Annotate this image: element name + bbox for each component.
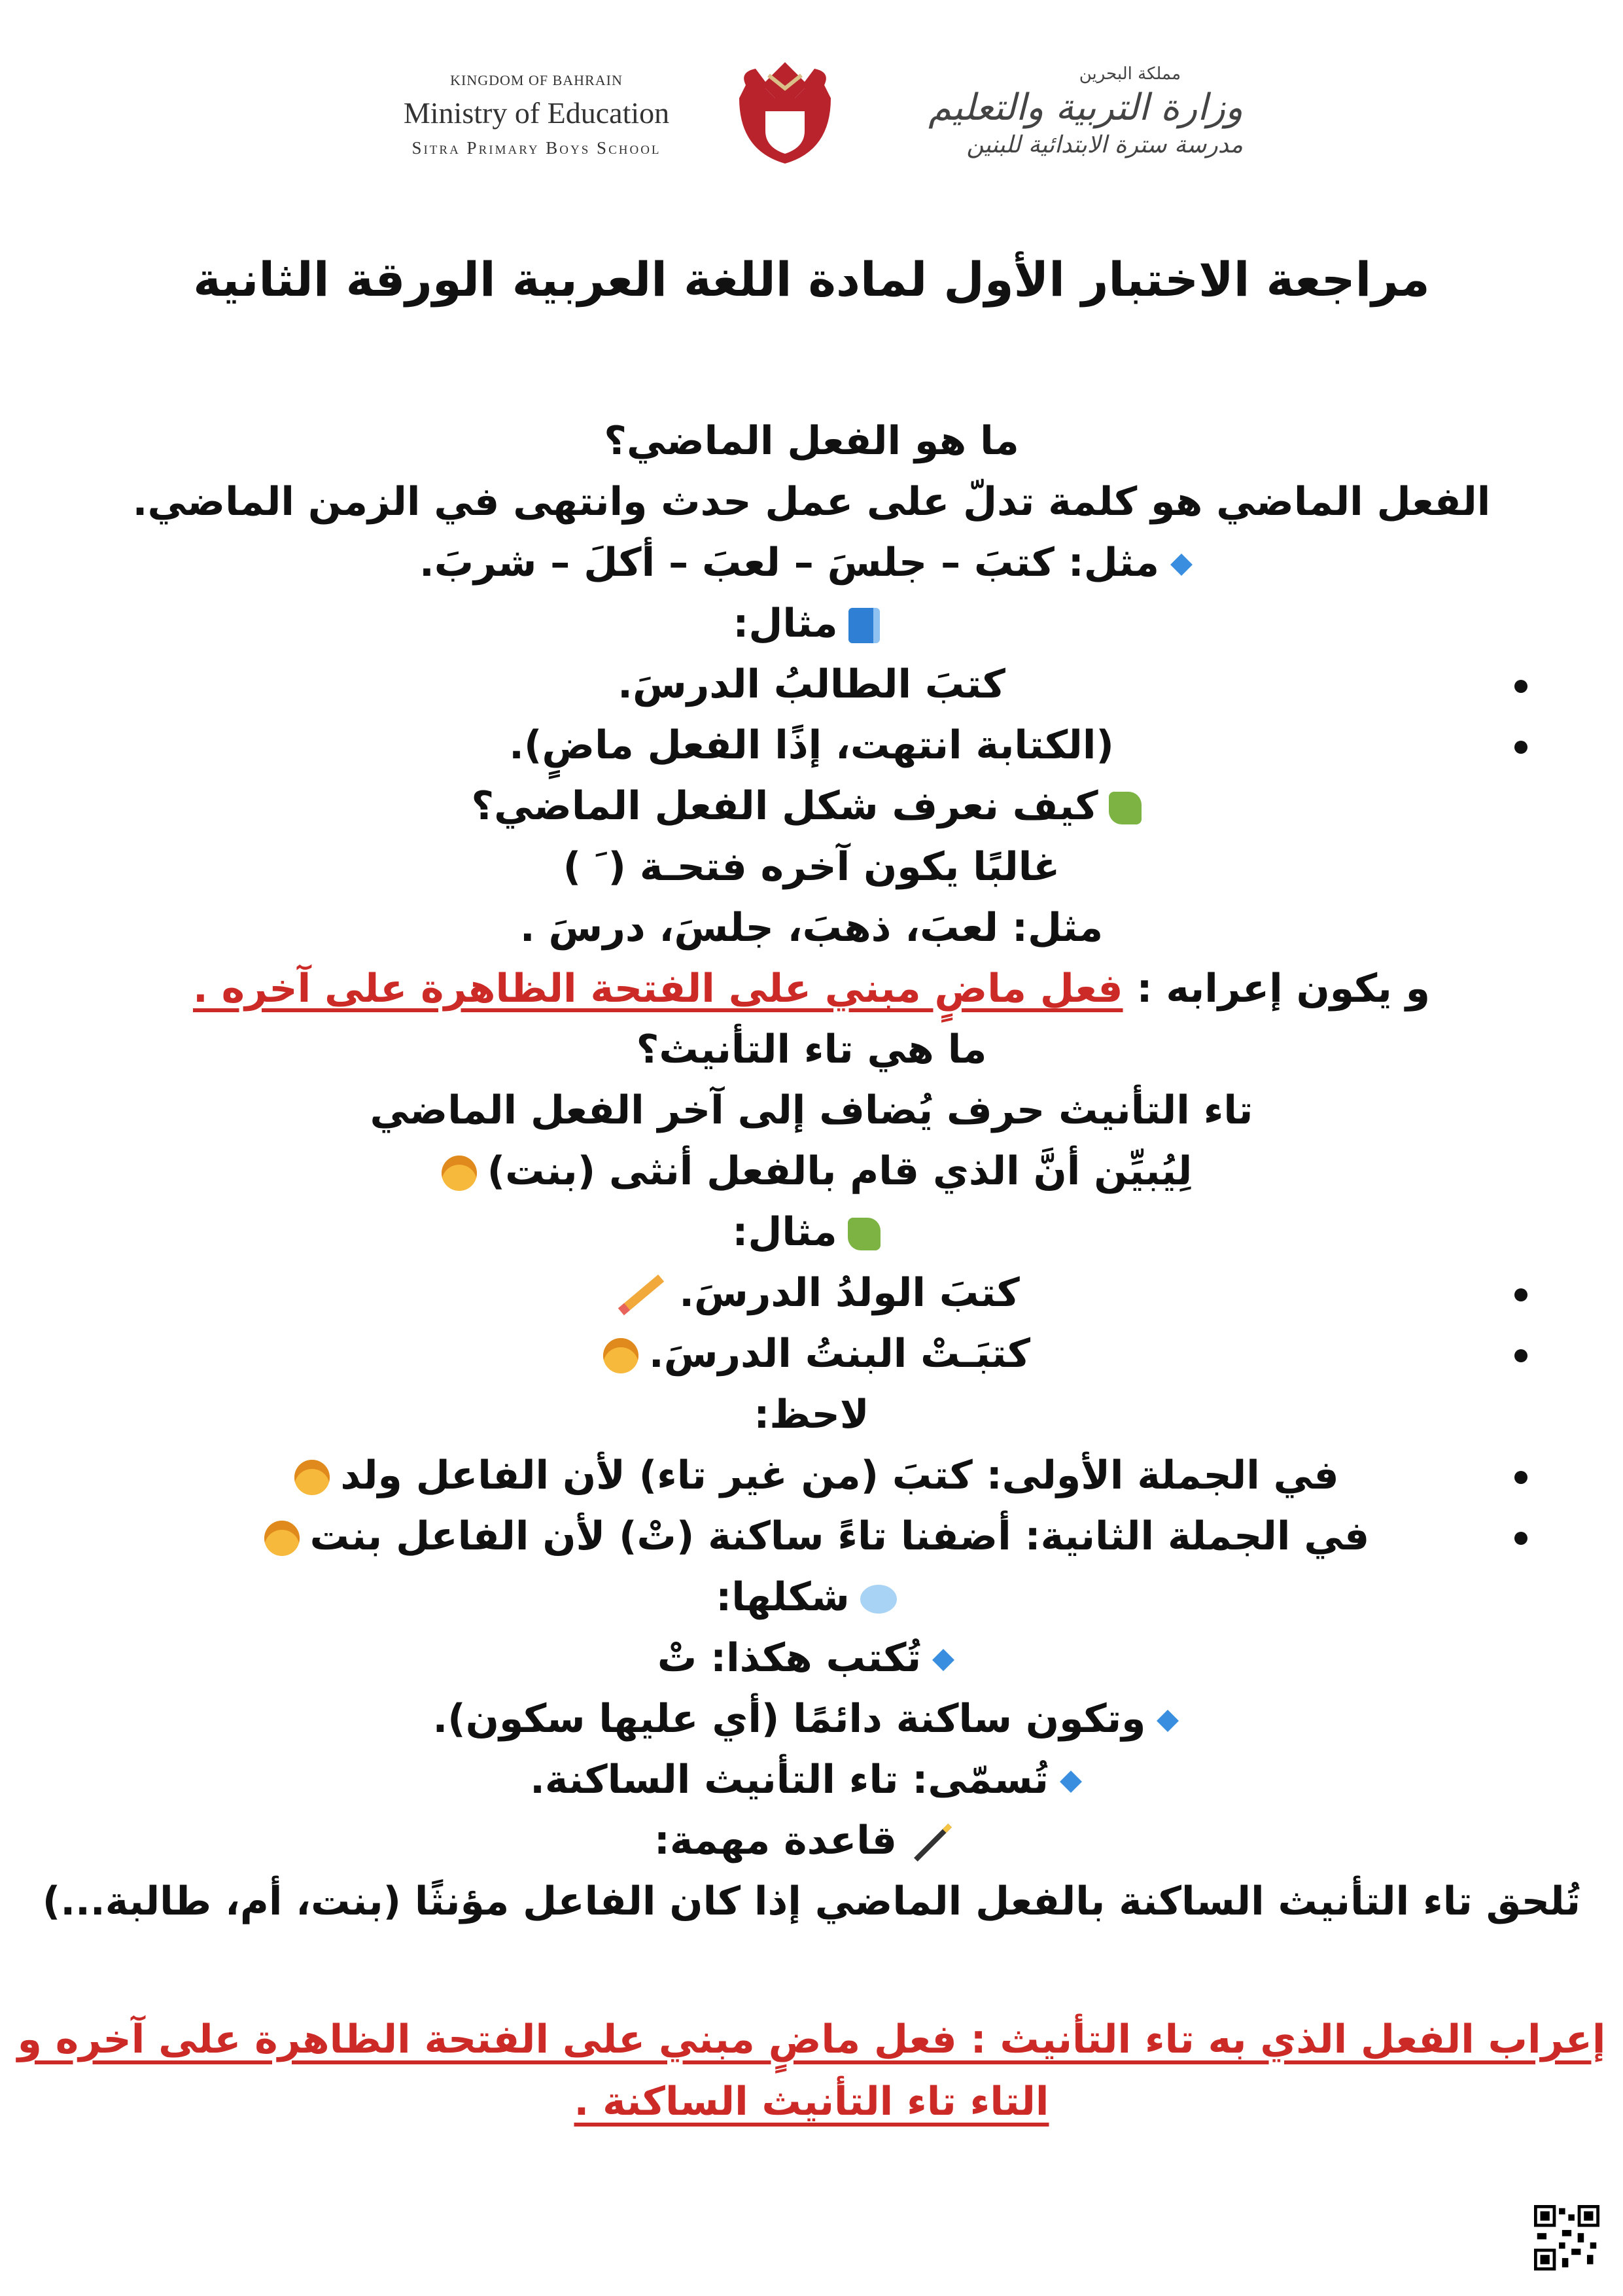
final-irab-line-1: إعراب الفعل الذي به تاء التأنيث : فعل ماضٍ مبني على الفتحة الظاهرة على آخره و xyxy=(17,2017,1606,2062)
examples-line-2: مثل: لعبَ، ذهبَ، جلسَ، درسَ . xyxy=(519,905,1104,951)
bullet-icon xyxy=(1514,680,1527,693)
letterhead-english xyxy=(340,72,733,158)
kingdom-ar: مملكة البحرين xyxy=(1079,64,1181,84)
bullet-icon xyxy=(1514,741,1527,754)
list-item: كتبَ الولدُ الدرسَ. xyxy=(0,1263,1623,1324)
magic-wand-icon xyxy=(914,1824,952,1862)
page-title: مراجعة الاختبار الأول لمادة اللغة العربية الورقة الثانية xyxy=(193,252,1430,307)
irab-line: و يكون إعرابه : فعل ماضٍ مبني على الفتحة الظاهرة على آخره . xyxy=(192,966,1431,1012)
ministry-ar: وزارة التربية والتعليم xyxy=(928,86,1243,129)
examples-line: مثل: كتبَ – جلسَ – لعبَ – أكلَ – شربَ. xyxy=(0,533,1623,593)
question-taa: ما هي تاء التأنيث؟ xyxy=(636,1027,987,1072)
letterhead-arabic xyxy=(850,64,1243,158)
bahrain-emblem-icon xyxy=(733,59,837,167)
bullet-icon xyxy=(1514,1532,1527,1545)
list-item: (الكتابة انتهت، إذًا الفعل ماضٍ). xyxy=(0,715,1623,776)
speech-bubble-icon xyxy=(860,1585,897,1614)
blue-diamond-icon xyxy=(1157,1710,1179,1732)
fatha-line: غالبًا يكون آخره فتحـة ( َ ) xyxy=(563,844,1060,890)
letterhead xyxy=(0,52,1623,203)
example-label-2: مثال: xyxy=(0,1202,1623,1263)
blue-diamond-icon xyxy=(1170,554,1193,576)
irab-value: فعل ماضٍ مبني على الفتحة الظاهرة على آخره . xyxy=(192,966,1123,1012)
shape-label: شكلها: xyxy=(0,1567,1623,1628)
rule-text: تُلحق تاء التأنيث الساكنة بالفعل الماضي إذا كان الفاعل مؤنثًا (بنت، أم، طالبة...) xyxy=(42,1879,1581,1924)
definition-line: الفعل الماضي هو كلمة تدلّ على عمل حدث وانتهى في الزمن الماضي. xyxy=(132,479,1491,525)
bullet-icon xyxy=(1514,1471,1527,1484)
list-item: كتبَ الطالبُ الدرسَ. xyxy=(0,654,1623,715)
pencil-icon xyxy=(618,1275,664,1315)
kingdom-en: KINGDOM OF BAHRAIN xyxy=(450,72,623,88)
shape-item-1: تُكتب هكذا: تْ xyxy=(0,1628,1623,1689)
girl-face-icon xyxy=(442,1156,477,1191)
school-en: Sitra Primary Boys School xyxy=(411,138,661,158)
worksheet-body xyxy=(0,411,1623,1932)
list-item: كتبَـتْ البنتُ الدرسَ. xyxy=(0,1324,1623,1385)
final-irab xyxy=(0,2009,1623,2133)
boy-face-icon xyxy=(294,1460,330,1495)
girl-face-icon xyxy=(264,1521,300,1556)
rule-label: قاعدة مهمة: xyxy=(0,1810,1623,1871)
list-item: في الجملة الأولى: كتبَ (من غير تاء) لأن الفاعل ولد xyxy=(0,1445,1623,1506)
puzzle-icon xyxy=(1109,792,1142,824)
bullet-icon xyxy=(1514,1288,1527,1301)
question-shape: كيف نعرف شكل الفعل الماضي؟ xyxy=(0,776,1623,837)
bullet-icon xyxy=(1514,1349,1527,1362)
puzzle-icon xyxy=(848,1218,881,1250)
blue-diamond-icon xyxy=(1060,1771,1082,1793)
girl-face-icon xyxy=(603,1338,638,1373)
list-item: في الجملة الثانية: أضفنا تاءً ساكنة (تْ) لأن الفاعل بنت xyxy=(0,1506,1623,1567)
shape-item-2: وتكون ساكنة دائمًا (أي عليها سكون). xyxy=(0,1689,1623,1750)
taa-definition-1: تاء التأنيث حرف يُضاف إلى آخر الفعل الماضي xyxy=(370,1087,1253,1133)
final-irab-line-2: التاء تاء التأنيث الساكنة . xyxy=(574,2079,1049,2125)
ministry-en: Ministry of Education xyxy=(403,96,670,130)
question-past-verb: ما هو الفعل الماضي؟ xyxy=(604,418,1019,464)
book-icon xyxy=(848,608,880,643)
note-label: لاحظ: xyxy=(754,1392,869,1438)
qr-code xyxy=(1534,2205,1599,2270)
blue-diamond-icon xyxy=(932,1649,954,1671)
school-ar: مدرسة سترة الابتدائية للبنين xyxy=(966,132,1243,158)
taa-definition-2: لِيُبيِّن أنَّ الذي قام بالفعل أنثى (بنت) xyxy=(0,1141,1623,1202)
shape-item-3: تُسمّى: تاء التأنيث الساكنة. xyxy=(0,1750,1623,1810)
example-label: مثال: xyxy=(0,593,1623,654)
